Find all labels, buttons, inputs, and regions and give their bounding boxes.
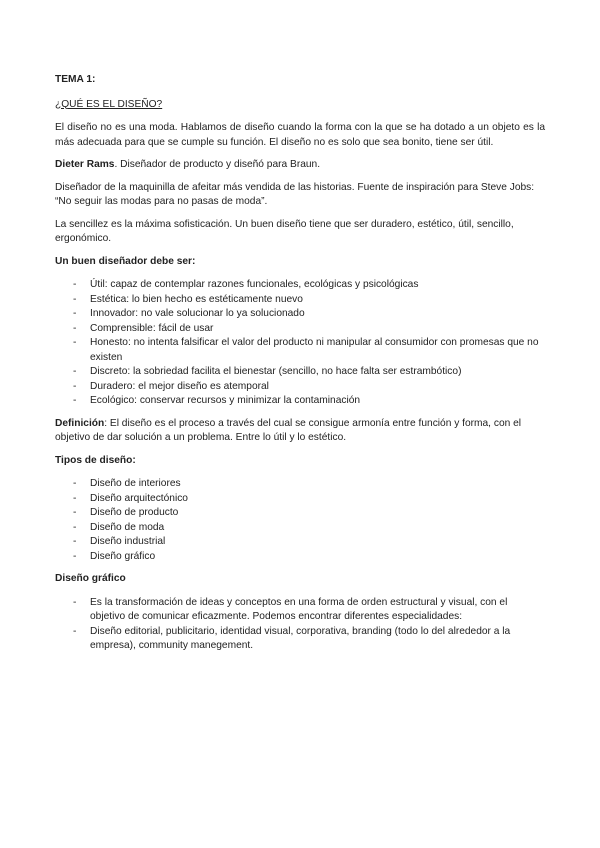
list-item <box>55 307 545 322</box>
definicion-label: Definición <box>55 417 105 429</box>
list-item-text: Diseño industrial <box>90 536 166 547</box>
list-item <box>55 550 545 565</box>
grafico-heading: Diseño gráfico <box>55 573 126 584</box>
list-item <box>55 365 545 380</box>
list-item <box>55 477 545 492</box>
list-item <box>55 278 545 293</box>
list-item <box>55 293 545 308</box>
list-item-text: Comprensible: fácil de usar <box>90 322 214 334</box>
list-item-text: Útil: capaz de contemplar razones funcionales, ecológicas y psicológicas <box>90 279 419 290</box>
list-item-text: Honesto: no intenta falsificar el valor del producto ni manipular al consumidor con promesas que no existen <box>90 337 539 363</box>
definicion-paragraph <box>55 417 545 446</box>
list-item <box>55 596 545 625</box>
intro-paragraph: El diseño no es una moda. Hablamos de diseño cuando la forma con la que se ha dotado a un objeto es la más adecuada para que se cumple su función. El diseño no es solo que sea bonito, tiene ser útil. <box>55 122 545 148</box>
list-item-text: Diseño de moda <box>90 521 165 533</box>
dash-bullet: - <box>73 492 77 504</box>
lesson-number: TEMA 1: <box>55 74 96 85</box>
dash-bullet: - <box>73 308 77 319</box>
dash-bullet: - <box>73 366 77 377</box>
dash-bullet: - <box>73 337 77 348</box>
tipos-heading: Tipos de diseño: <box>55 454 136 466</box>
definicion-text: : El diseño es el proceso a través del cual se consigue armonía entre función y forma, con el objetivo de dar solución a un problema. Entre lo útil y lo estético. <box>55 417 522 443</box>
dash-bullet: - <box>73 395 77 406</box>
list-item-text: Duradero: el mejor diseño es atemporal <box>90 380 269 392</box>
dash-bullet: - <box>73 293 77 305</box>
list-item <box>55 322 545 337</box>
list-item-text: Diseño de producto <box>90 507 179 518</box>
lesson-title: ¿QUÉ ES EL DISEÑO? <box>55 98 163 110</box>
list-item-text: Es la transformación de ideas y conceptos en una forma de orden estructural y visual, con el objetivo de comunicar eficazmente. Podemos encontrar diferentes especialidades: <box>90 596 508 622</box>
list-item <box>55 535 545 550</box>
dash-bullet: - <box>73 550 77 562</box>
maquinilla-paragraph: Diseñador de la maquinilla de afeitar más vendida de las historias. Fuente de inspiración para Steve Jobs: “No seguir las modas para no pasas de moda”. <box>55 181 535 207</box>
list-item-text: Innovador: no vale solucionar lo ya solucionado <box>90 308 305 319</box>
list-item <box>55 380 545 395</box>
dash-bullet: - <box>73 380 77 392</box>
list-item-text: Discreto: la sobriedad facilita el bienestar (sencillo, no hace falta ser estrambótico) <box>90 366 462 377</box>
list-item <box>55 336 545 365</box>
rams-paragraph <box>55 158 545 173</box>
list-item <box>55 506 545 521</box>
dash-bullet: - <box>73 521 77 533</box>
buen-disenador-heading: Un buen diseñador debe ser: <box>55 255 196 267</box>
list-item <box>55 394 545 409</box>
list-item-text: Diseño editorial, publicitario, identidad visual, corporativa, branding (todo lo del alrededor a la empresa), community manegement. <box>90 625 511 651</box>
list-item <box>55 625 545 654</box>
rams-name: Dieter Rams <box>55 159 115 170</box>
grafico-list <box>55 596 545 654</box>
sencillez-paragraph: La sencillez es la máxima sofisticación. Un buen diseño tiene que ser duradero, estético, útil, sencillo, ergonómico. <box>55 218 514 244</box>
dash-bullet: - <box>73 536 77 547</box>
list-item-text: Diseño de interiores <box>90 478 181 489</box>
list-item-text: Diseño gráfico <box>90 550 156 562</box>
dash-bullet: - <box>73 322 77 334</box>
list-item <box>55 492 545 507</box>
list-item <box>55 521 545 536</box>
dash-bullet: - <box>73 279 77 290</box>
dash-bullet: - <box>73 478 77 489</box>
dash-bullet: - <box>73 596 77 608</box>
tipos-list <box>55 477 545 564</box>
list-item-text: Estética: lo bien hecho es estéticamente nuevo <box>90 293 303 305</box>
list-item-text: Ecológico: conservar recursos y minimizar la contaminación <box>90 395 361 406</box>
dash-bullet: - <box>73 625 77 637</box>
list-item-text: Diseño arquitectónico <box>90 492 188 504</box>
dash-bullet: - <box>73 507 77 518</box>
buen-disenador-list <box>55 278 545 409</box>
rams-description: . Diseñador de producto y diseñó para Braun. <box>114 159 321 170</box>
